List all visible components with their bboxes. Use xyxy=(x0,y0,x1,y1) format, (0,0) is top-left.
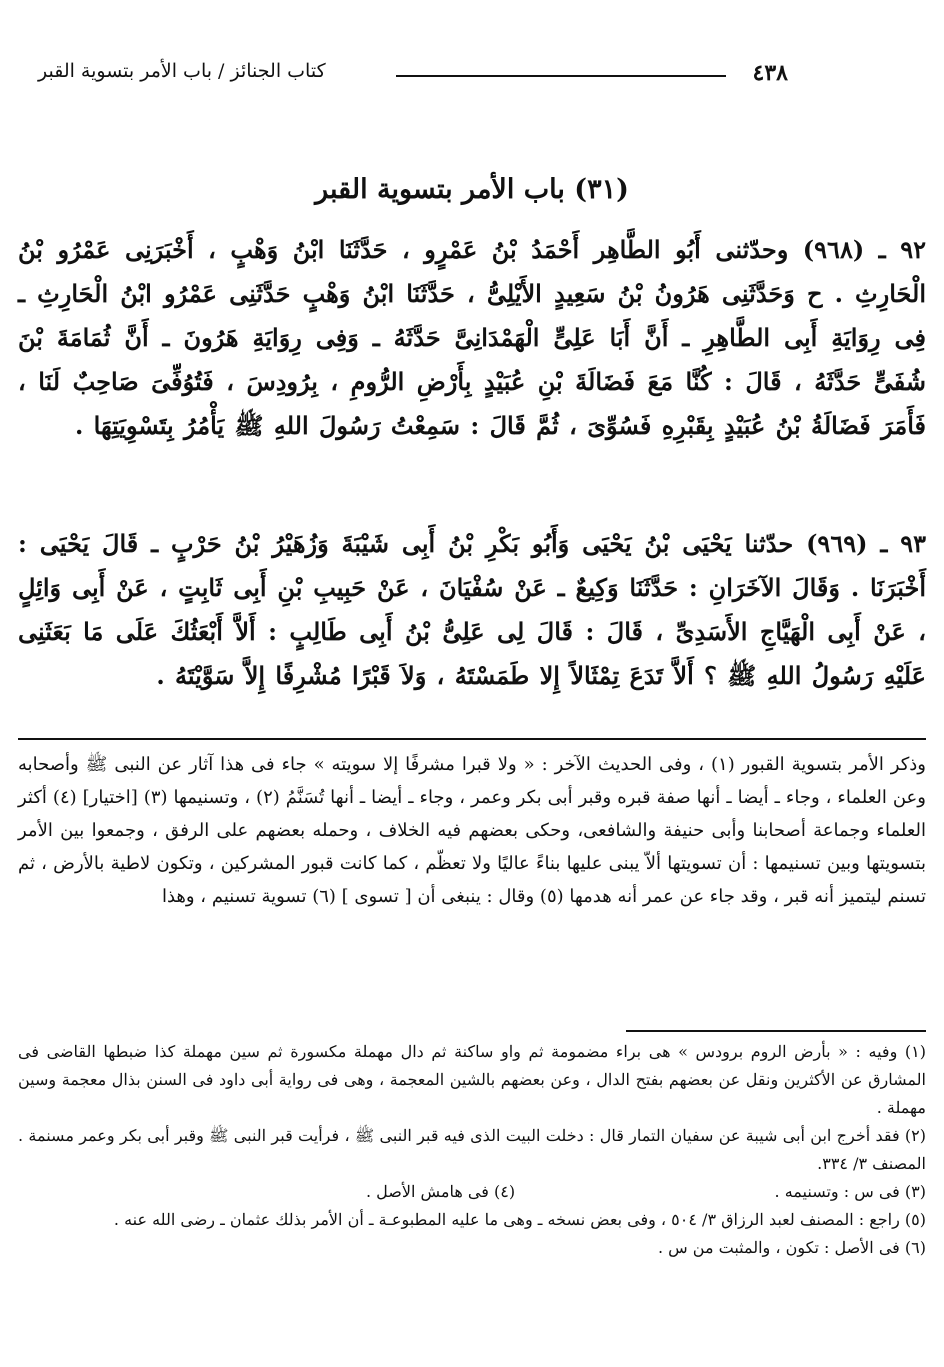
footnote-1: (١) وفيه : « بأرض الروم برودس » هى براء مضمومة ثم واو ساكنة ثم دال مهملة مكسورة ثم سين مهملة كذا ضبطها القاضى فى المشارق عن الأكثرين ونقل عن بعضهم بفتح الدال ، وعن بعضهم بالشين المعجمة ، وهى فى رواية أبى داود فى السنن بذال معجمة وسين مهملة . xyxy=(18,1042,926,1117)
footnote-5: (٥) راجع : المصنف لعبد الرزاق ٣/ ٥٠٤ ، وفى بعض نسخه ـ وهى ما عليه المطبوعـة ـ أن الأمر بذلك عثمان ـ رضى الله عنه . xyxy=(113,1210,926,1229)
running-head xyxy=(38,58,788,108)
text-divider xyxy=(18,738,926,740)
footnote-3: (٣) فى س : وتسنيمه . xyxy=(774,1182,926,1201)
book-page xyxy=(18,0,926,1367)
hadith-paragraph xyxy=(18,228,926,448)
hadith-text: وحدّثنى أَبُو الطَّاهِر أَحْمَدُ بْنُ عَمْرٍو ، حَدَّثَنَا ابْنُ وَهْبٍ ، أَخْبَرَنِى عَمْرُو بْنُ الْحَارِثِ . ح وَحَدَّثَنِى هَرُونُ بْنُ سَعِيدٍ الأَيْلِىُّ ، حَدَّثَنَا ابْنُ وَهْبٍ حَدَّثَنِى عَمْرُو ابْنُ الْحَارِثِ ـ فِى رِوَايَةِ أَبِى الطَّاهِرِ ـ أَنَّ أَبَا عَلِىٍّ الْهَمْدَانِىَّ حَدَّثَهُ ـ وَفِى رِوَايَةِ هَرُونَ ـ أَنَّ ثُمَامَةَ بْنَ شُفَىٍّ حَدَّثَهُ ، قَالَ : كُنَّا مَعَ فَضَالَةَ بْنِ عُبَيْدٍ بِأَرْضِ الرُّومِ ، بِرُودِسَ ، فَتُوُفِّىَ صَاحِبٌ لَنَا ، فَأَمَرَ فَضَالَةُ بْنُ عُبَيْدٍ بِقَبْرِهِ فَسُوِّىَ ، ثُمَّ قَالَ : سَمِعْتُ رَسُولَ اللهِ ﷺ يَأْمُرُ بِتَسْوِيَتِهَا . xyxy=(18,235,926,440)
header-rule xyxy=(396,75,726,77)
chapter-title: (٣١) باب الأمر بتسوية القبر xyxy=(315,174,629,205)
hadith-paragraph xyxy=(18,522,926,698)
footnote-4: (٤) فى هامش الأصل . xyxy=(366,1182,516,1201)
footnote-6: (٦) فى الأصل : تكون ، والمثبت من س . xyxy=(657,1238,926,1257)
running-title: كتاب الجنائز / باب الأمر بتسوية القبر xyxy=(38,60,326,82)
footnote-row xyxy=(366,1178,926,1206)
commentary-text: وذكر الأمر بتسوية القبور (١) ، وفى الحديث الآخر : « ولا قبرا مشرفًا إلا سويته » جاء فى هذا آثار عن النبى ﷺ وأصحابه وعن العلماء ، وجاء ـ أيضا ـ أنها صفة قبره وقبر أبى بكر وعمر ، وجاء ـ أيضا ـ أنها تُسَنَّمُ (٢) ، وتسنيمها (٣) [اختيار] (٤) أكثر العلماء وجماعة أصحابنا وأبى حنيفة والشافعى، وحكى بعضهم فيه الخلاف ، وحمله بعضهم على الرفق ، وجمعوا بين الأمر بتسويتها وبين تسنيمها : أن تسويتها ألاّ يبنى عليها بناءً عاليًا ولا تعظّم ، كما كانت قبور المشركين ، وتكون لاطية بالأرض ، ثم تسنم ليتميز أنه قبر ، وقد جاء عن عمر أنه هدمها (٥) وقال : ينبغى أن [ تسوى ] (٦) تسوية تسنيم ، وهذا xyxy=(18,754,926,907)
hadith-text: حدّثنا يَحْيَى بْنُ يَحْيَى وَأَبُو بَكْرِ بْنُ أَبِى شَيْبَةَ وَزُهَيْرُ بْنُ حَرْبٍ ـ قَالَ يَحْيَى : أَخْبَرَنَا . وَقَالَ الآخَرَانِ : حَدَّثَنَا وَكِيعٌ ـ عَنْ سُفْيَانَ ، عَنْ حَبِيبِ بْنِ أَبِى ثَابِتٍ ، عَنْ أَبِى وَائِلٍ ، عَنْ أَبِى الْهَيَّاجِ الأَسَدِىِّ ، قَالَ : قَالَ لِى عَلِىُّ بْنُ أَبِى طَالِبٍ : أَلاَّ أَبْعَثُكَ عَلَى مَا بَعَثَنِى عَلَيْهِ رَسُولُ اللهِ ﷺ ؟ أَلاَّ تَدَعَ تِمْثَالاً إِلا طَمَسْتَهُ ، وَلاَ قَبْرًا مُشْرِفًا إِلاَّ سَوَّيْتَهُ . xyxy=(18,529,926,690)
footnote-2: (٢) فقد أخرج ابن أبى شيبة عن سفيان التمار قال : دخلت البيت الذى فيه قبر النبى ﷺ ، فرأيت قبر النبى ﷺ وقبر أبى بكر وعمر مسنمة . المصنف ٣/ ٣٣٤. xyxy=(18,1126,926,1173)
page-number: ٤٣٨ xyxy=(752,60,788,86)
hadith-number: ٩٣ ـ (٩٦٩) xyxy=(806,529,926,558)
hadith-number: ٩٢ ـ (٩٦٨) xyxy=(802,235,926,264)
footnotes xyxy=(18,1038,926,1262)
footnote-rule xyxy=(626,1030,926,1032)
